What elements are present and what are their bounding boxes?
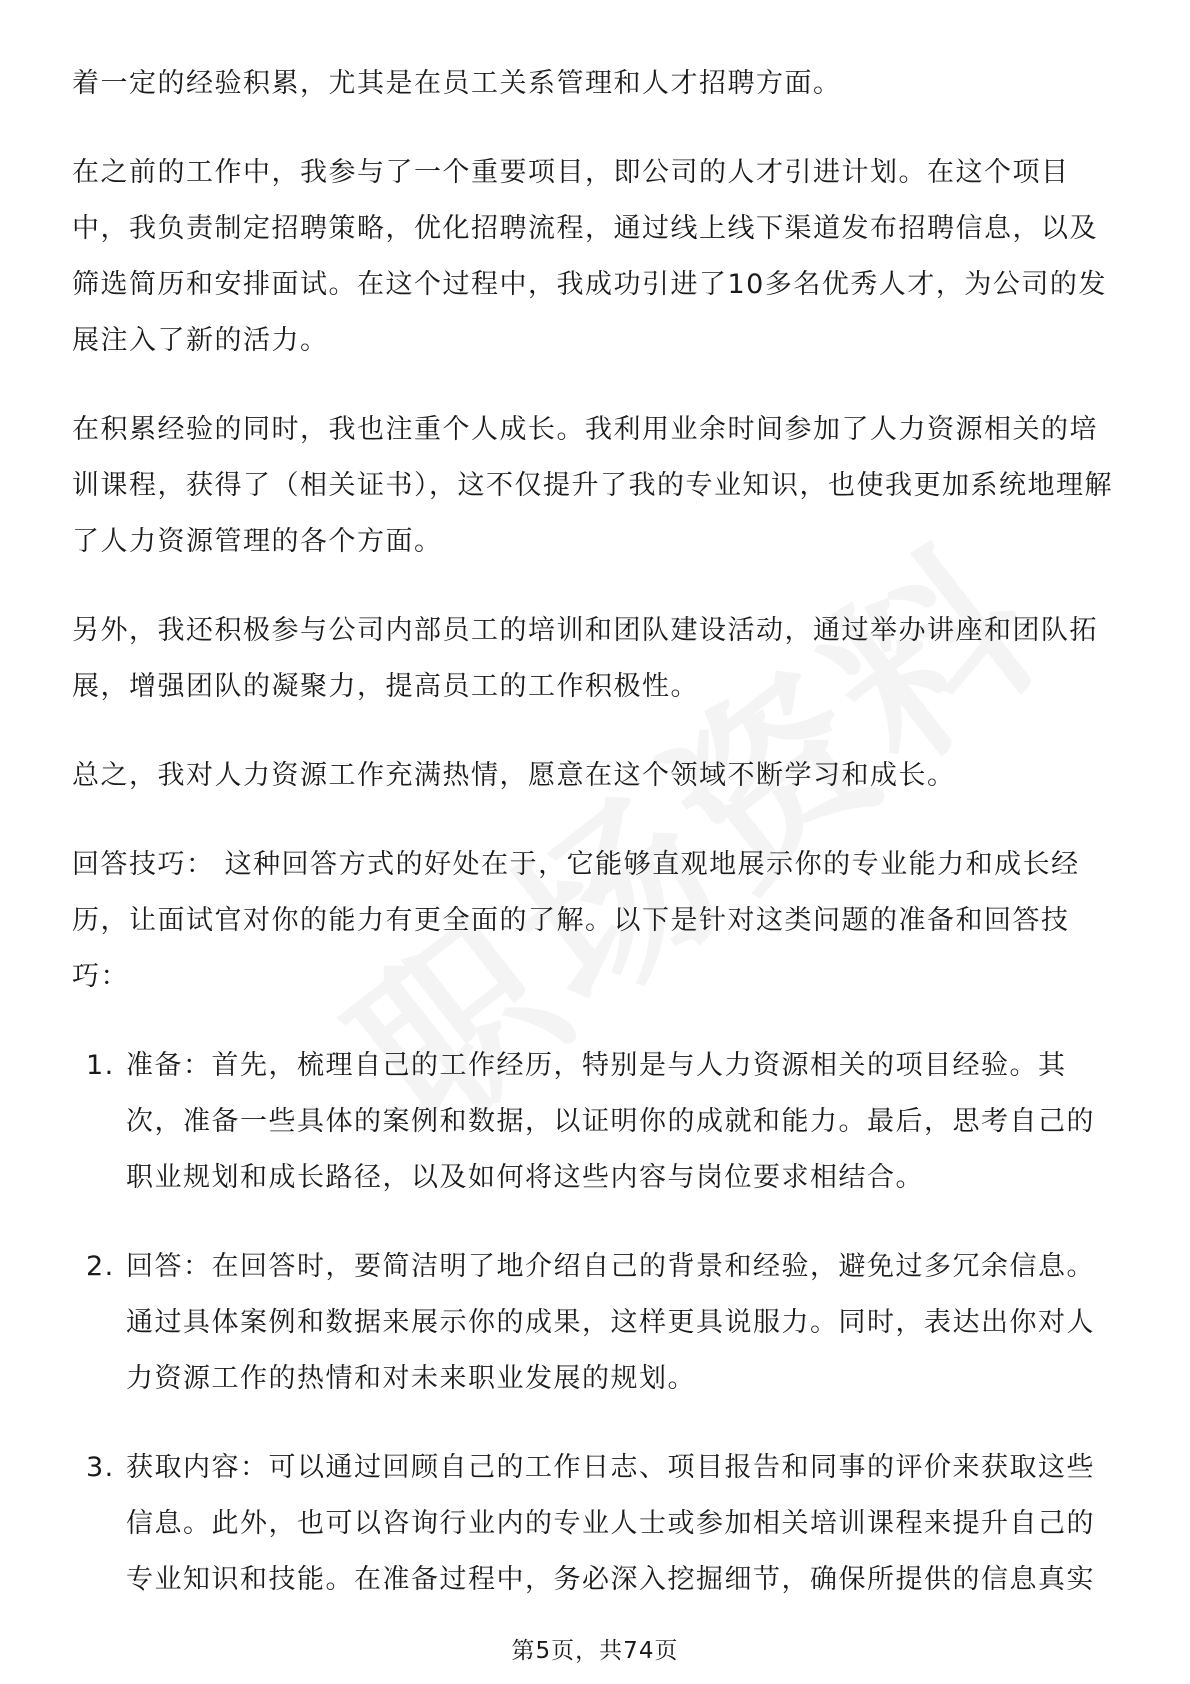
list-item — [72, 1239, 1120, 1407]
paragraph: 在之前的工作中，我参与了一个重要项目，即公司的人才引进计划。在这个项目中，我负责制定招聘策略，优化招聘流程，通过线上线下渠道发布招聘信息，以及筛选简历和安排面试。在这个过程中，我成功引进了10多名优秀人才，为公司的发展注入了新的活力。 — [72, 157, 1107, 356]
list-item-text: 回答：在回答时，要简洁明了地介绍自己的背景和经验，避免过多冗余信息。通过具体案例和数据来展示你的成果，这样更具说服力。同时，表达出你对人力资源工作的热情和对未来职业发展的规划。 — [126, 1251, 1095, 1394]
page-number: 第5页，共74页 — [511, 1638, 679, 1664]
list-item-number: 2. — [86, 1251, 115, 1282]
list-item-text: 获取内容：可以通过回顾自己的工作日志、项目报告和同事的评价来获取这些信息。此外，也可以咨询行业内的专业人士或参加相关培训课程来提升自己的专业知识和技能。在准备过程中，务必深入挖掘细节，确保所提供的信息真实 — [126, 1452, 1095, 1595]
document-body — [72, 56, 1120, 1641]
paragraph: 在积累经验的同时，我也注重个人成长。我利用业余时间参加了人力资源相关的培训课程，获得了（相关证书），这不仅提升了我的专业知识，也使我更加系统地理解了人力资源管理的各个方面。 — [72, 414, 1113, 557]
list-item-number: 1. — [86, 1050, 115, 1081]
paragraph: 着一定的经验积累，尤其是在员工关系管理和人才招聘方面。 — [72, 68, 842, 99]
paragraph: 另外，我还积极参与公司内部员工的培训和团队建设活动，通过举办讲座和团队拓展，增强团队的凝聚力，提高员工的工作积极性。 — [72, 615, 1098, 702]
paragraph: 总之，我对人力资源工作充满热情，愿意在这个领域不断学习和成长。 — [72, 760, 956, 791]
tips-list — [72, 1038, 1120, 1608]
list-item — [72, 1038, 1120, 1206]
list-item-number: 3. — [86, 1452, 115, 1483]
answer-tips-intro: 回答技巧： 这种回答方式的好处在于，它能够直观地展示你的专业能力和成长经历，让面试官对你的能力有更全面的了解。以下是针对这类问题的准备和回答技巧： — [72, 849, 1080, 992]
list-item — [72, 1440, 1120, 1608]
list-item-text: 准备：首先，梳理自己的工作经历，特别是与人力资源相关的项目经验。其次，准备一些具体的案例和数据，以证明你的成就和能力。最后，思考自己的职业规划和成长路径，以及如何将这些内容与岗位要求相结合。 — [126, 1050, 1095, 1193]
